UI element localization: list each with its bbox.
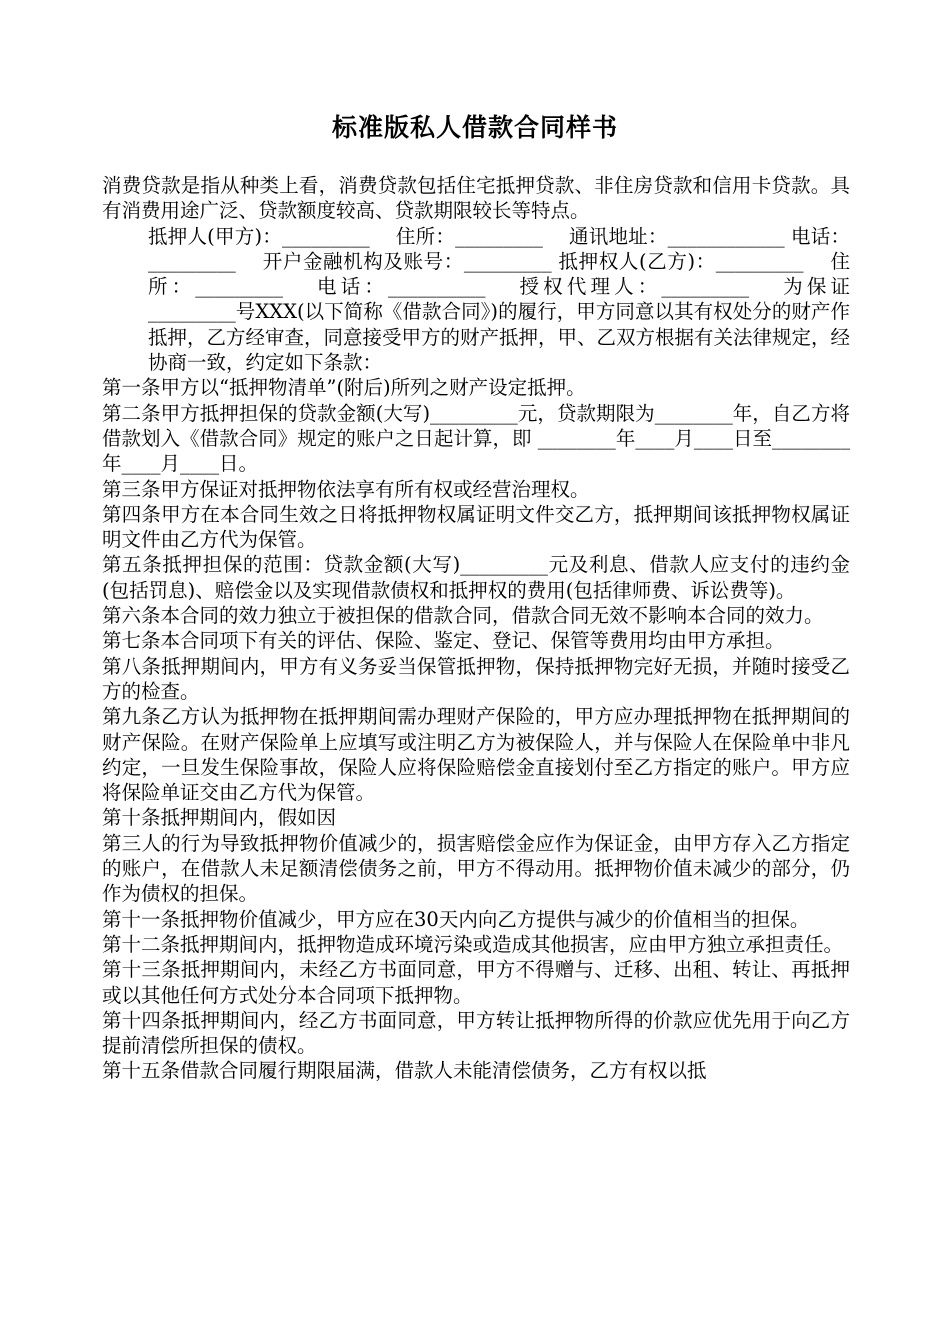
document-title: 标准版私人借款合同样书 bbox=[331, 113, 618, 142]
paragraph-article-2: 第二条甲方抵押担保的贷款金额(大写)_________元，贷款期限为________年，自乙方将借款划入《借款合同》规定的账户之日起计算，即 ________年____月____日至________年____月____日。 bbox=[102, 401, 850, 476]
document-body bbox=[102, 173, 850, 1084]
paragraph-article-13: 第十三条抵押期间内，未经乙方书面同意，甲方不得赠与、迁移、出租、转让、再抵押或以其他任何方式处分本合同项下抵押物。 bbox=[102, 958, 850, 1007]
paragraph-parties: 抵押人(甲方)：_________ 住所：_________ 通讯地址：____________ 电话：_________ 开户金融机构及账号：_________ 抵押权人(乙方)：_________ 住所：_________ 电话：__________ 授权代理人：_________ 为保证_________号XXX(以下简称《借款合同》)的履行，甲方同意以其有权处分的财产作抵押，乙方经审查，同意接受甲方的财产抵押，甲、乙双方根据有关法律规定，经协商一致，约定如下条款： bbox=[148, 224, 851, 375]
paragraph-article-15: 第十五条借款合同履行期限届满，借款人未能清偿债务，乙方有权以抵 bbox=[102, 1059, 707, 1083]
paragraph-article-4: 第四条甲方在本合同生效之日将抵押物权属证明文件交乙方，抵押期间该抵押物权属证明文件由乙方代为保管。 bbox=[102, 502, 850, 552]
paragraph-article-3: 第三条甲方保证对抵押物依法享有所有权或经营治理权。 bbox=[102, 477, 590, 501]
paragraph-article-11: 第十一条抵押物价值减少，甲方应在30天内向乙方提供与减少的价值相当的担保。 bbox=[102, 907, 810, 931]
paragraph-article-5: 第五条抵押担保的范围：贷款金额(大写)_________元及利息、借款人应支付的违约金(包括罚息)、赔偿金以及实现借款债权和抵押权的费用(包括律师费、诉讼费等)。 bbox=[102, 553, 850, 602]
paragraph-article-9: 第九条乙方认为抵押物在抵押期间需办理财产保险的，甲方应办理抵押物在抵押期间的财产保险。在财产保险单上应填写或注明乙方为被保险人，并与保险人在保险单中非凡约定，一旦发生保险事故，保险人应将保险赔偿金直接划付至乙方指定的账户。甲方应将保险单证交由乙方代为保管。 bbox=[102, 705, 850, 805]
paragraph-intro: 消费贷款是指从种类上看，消费贷款包括住宅抵押贷款、非住房贷款和信用卡贷款。具有消费用途广泛、贷款额度较高、贷款期限较长等特点。 bbox=[102, 174, 850, 223]
paragraph-article-7: 第七条本合同项下有关的评估、保险、鉴定、登记、保管等费用均由甲方承担。 bbox=[102, 629, 785, 653]
paragraph-article-6: 第六条本合同的效力独立于被担保的借款合同，借款合同无效不影响本合同的效力。 bbox=[102, 604, 824, 628]
paragraph-article-12: 第十二条抵押期间内，抵押物造成环境污染或造成其他损害，应由甲方独立承担责任。 bbox=[102, 932, 844, 956]
paragraph-article-8: 第八条抵押期间内，甲方有义务妥当保管抵押物，保持抵押物完好无损，并随时接受乙方的检查。 bbox=[102, 654, 850, 703]
paragraph-article-10-cont: 第三人的行为导致抵押物价值减少的，损害赔偿金应作为保证金，由甲方存入乙方指定的账户，在借款人未足额清偿债务之前，甲方不得动用。抵押物价值未减少的部分，仍作为债权的担保。 bbox=[102, 831, 850, 906]
paragraph-article-14: 第十四条抵押期间内，经乙方书面同意，甲方转让抵押物所得的价款应优先用于向乙方提前清偿所担保的债权。 bbox=[102, 1008, 850, 1058]
paragraph-article-10: 第十条抵押期间内，假如因 bbox=[102, 806, 337, 830]
paragraph-article-1: 第一条甲方以“抵押物清单”(附后)所列之财产设定抵押。 bbox=[102, 376, 586, 400]
